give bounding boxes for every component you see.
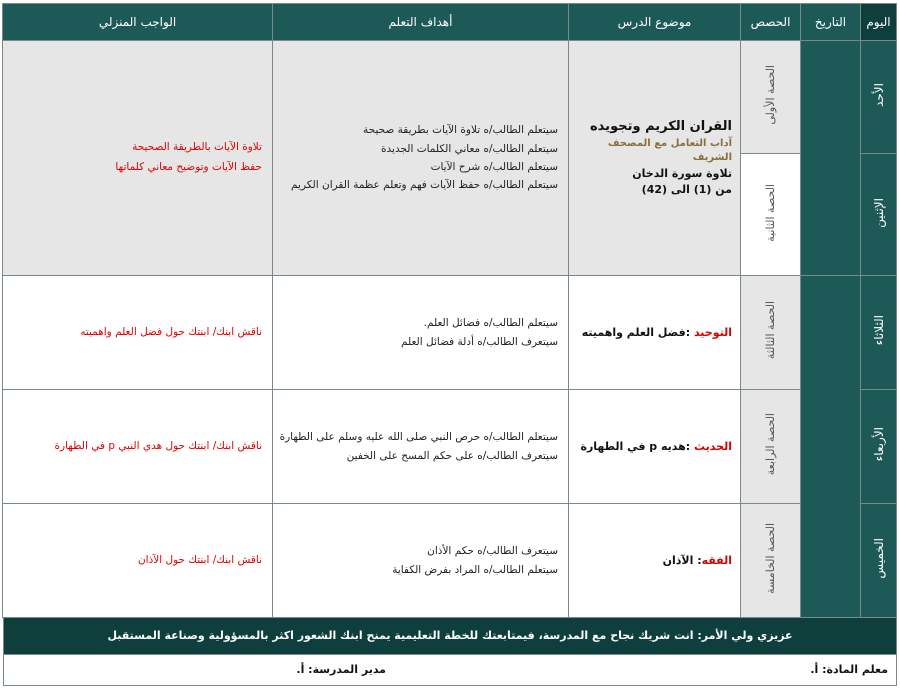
goal-item: سيتعلم الطالب/ه معاني الكلمات الجديدة (381, 142, 558, 155)
day-label-monday: الإثنين (871, 197, 886, 228)
goal-item: سيتعلم الطالب/ه تلاوة الآيات بطريقة صحيحة (363, 124, 558, 137)
tawheed-title: :فضل العلم واهميته (581, 325, 691, 339)
header-row (3, 4, 897, 41)
weekly-plan-table (2, 3, 897, 618)
goal-item: سيتعلم الطالب/ه حرص النبي صلى الله عليه وسلم على الطهارة (279, 431, 558, 444)
homework-item: حفظ الآيات وتوضيح معاني كلماتها (115, 161, 262, 173)
quran-line2: من (1) الى (42) (641, 182, 732, 196)
principal-signature: مدير المدرسة: أ. (296, 663, 386, 676)
signature-bar (3, 655, 897, 686)
row-sunday (3, 41, 897, 154)
header-date: التاريخ (801, 4, 861, 41)
period-cell-5 (741, 504, 801, 618)
quran-title: القران الكريم وتجويده (590, 119, 732, 135)
topic-cell-fiqh (569, 504, 741, 618)
homework-cell-hadith (3, 390, 273, 504)
period-label-4: الحصة الرابعة (764, 413, 777, 476)
topic-cell-tawheed (569, 276, 741, 390)
homework-item: ناقش ابنك/ ابنتك حول فضل العلم واهميته (80, 325, 262, 338)
date-cell-sun-mon (801, 41, 861, 276)
homework-cell-fiqh (3, 504, 273, 618)
day-cell-monday (861, 154, 897, 276)
goals-cell-tawheed (273, 276, 569, 390)
header-goals: أهداف التعلم (273, 4, 569, 41)
teacher-signature: معلم المادة: أ. (810, 663, 888, 676)
quran-subtitle: آداب التعامل مع المصحف الشريف (607, 137, 732, 164)
fiqh-label: الفقه (701, 553, 732, 567)
tawheed-label: التوحيد (693, 325, 732, 339)
day-cell-sunday (861, 41, 897, 154)
goal-item: سيتعرف الطالب/ه على حكم المسح على الخفين (346, 449, 558, 462)
homework-item: ناقش ابنك/ ابنتك حول هدي النبي p في الطهارة (54, 439, 262, 452)
weekly-plan-sheet (3, 3, 897, 693)
goal-item: سيتعرف الطالب/ه أدلة فضائل العلم (401, 335, 558, 348)
day-label-thursday: الخميس (871, 538, 886, 579)
parent-message: عزيزي ولي الأمر: انت شريك نجاح مع المدرسة، فيمتابعتك للخطة التعليمية يمنح ابنك الشعور اكثر بالمسؤولية وصناعة المستقبل (3, 618, 897, 655)
date-cell-tue-thu (801, 276, 861, 618)
period-label-3: الحصة الثالثة (764, 301, 777, 360)
period-cell-2 (741, 154, 801, 276)
day-label-wednesday: الأربعاء (871, 427, 886, 462)
goal-item: سيتعرف الطالب/ه حكم الأذان (427, 545, 558, 558)
header-period: الحصص (741, 4, 801, 41)
day-cell-thursday (861, 504, 897, 618)
hadith-title: :هديه p في الطهارة (580, 439, 691, 453)
period-label-1: الحصة الأولى (764, 65, 777, 125)
header-day: اليوم (861, 4, 897, 41)
goals-cell-hadith (273, 390, 569, 504)
period-cell-3 (741, 276, 801, 390)
quran-line1: تلاوة سورة الدخان (632, 166, 732, 180)
goals-cell-fiqh (273, 504, 569, 618)
goal-item: سيتعلم الطالب/ه فضائل العلم. (423, 317, 558, 330)
day-cell-tuesday (861, 276, 897, 390)
day-cell-wednesday (861, 390, 897, 504)
row-thursday (3, 504, 897, 618)
period-cell-4 (741, 390, 801, 504)
day-label-tuesday: الثلاثاء (871, 315, 886, 346)
goal-item: سيتعلم الطالب/ه شرح الآيات (430, 161, 558, 173)
hadith-label: الحديث (694, 439, 732, 453)
header-homework: الواجب المنزلي (3, 4, 273, 41)
topic-cell-hadith (569, 390, 741, 504)
row-wednesday (3, 390, 897, 504)
homework-item: تلاوة الآيات بالطريقة الصحيحة (132, 141, 262, 154)
header-topic: موضوع الدرس (569, 4, 741, 41)
row-tuesday (3, 276, 897, 390)
goals-cell-quran (273, 41, 569, 276)
day-label-sunday: الأحد (871, 83, 886, 107)
period-label-2: الحصة الثانية (764, 183, 777, 242)
period-label-5: الحصة الخامسة (764, 523, 777, 594)
homework-cell-quran (3, 41, 273, 276)
goal-item: سيتعلم الطالب/ه المراد بفرض الكفاية (392, 563, 558, 576)
fiqh-title: : الآذان (662, 553, 702, 567)
homework-item: ناقش ابنك/ ابنتك حول الآذان (137, 553, 262, 566)
period-cell-1 (741, 41, 801, 154)
goal-item: سيتعلم الطالب/ه حفظ الآيات فهم وتعلم عظمة القران الكريم (291, 179, 558, 192)
homework-cell-tawheed (3, 276, 273, 390)
topic-cell-quran (569, 41, 741, 276)
